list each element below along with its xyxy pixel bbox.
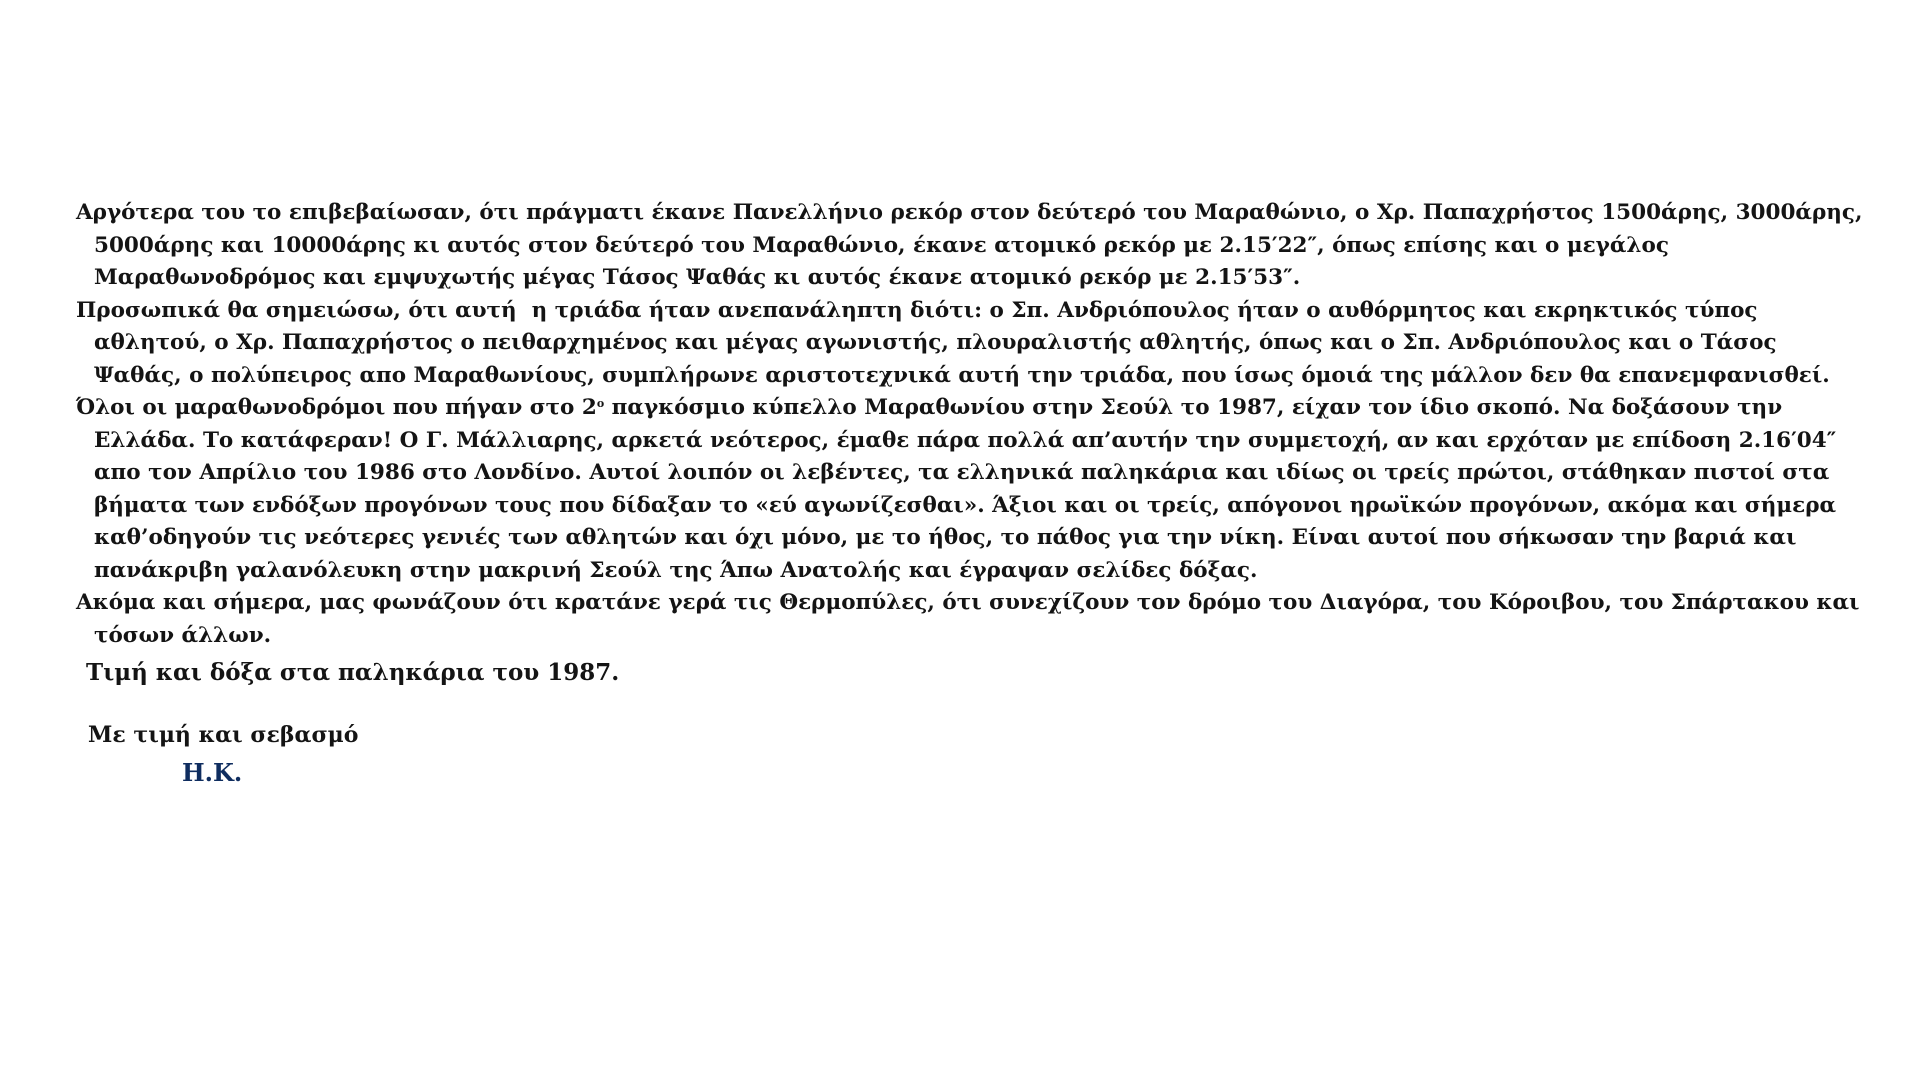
document-body — [76, 197, 1870, 791]
regards-line: Με τιμή και σεβασμό — [88, 722, 359, 748]
paragraph-trio: Προσωπικά θα σημειώσω, ότι αυτή η τριάδα ήταν ανεπανάληπτη διότι: ο Σπ. Ανδριόπουλος ήταν ο αυθόρμητος και εκρηκτικός τύπος αθλητού, ο Χρ. Παπαχρήστος ο πειθαρχημένος και μέγας αγωνιστής, πλουραλιστής αθλητής, όπως και ο Σπ. Ανδριόπουλος και ο Τάσος Ψαθάς, ο πολύπειρος απο Μαραθωνίους, συμπλήρωνε αριστοτεχνικά αυτή την τριάδα, που ίσως όμοιά της μάλλον δεν θα επανεμφανισθεί. — [76, 297, 1830, 388]
closing-line: Τιμή και δόξα στα παληκάρια του 1987. — [86, 659, 620, 686]
paragraph-seoul-start: Όλοι οι μαραθωνοδρόμοι που πήγαν στο 2 — [76, 395, 597, 420]
author-initials: Η.Κ. — [182, 758, 243, 787]
paragraph-records: Αργότερα του το επιβεβαίωσαν, ότι πράγματι έκανε Πανελλήνιο ρεκόρ στον δεύτερό του Μαραθώνιο, ο Χρ. Παπαχρήστος 1500άρης, 3000άρης, 5000άρης και 10000άρης κι αυτός στον δεύτερό του Μαραθώνιο, έκανε ατομικό ρεκόρ με 2.15′22″, όπως επίσης και ο μεγάλος Μαραθωνοδρόμος και εμψυχωτής μέγας Τάσος Ψαθάς κι αυτός έκανε ατομικό ρεκόρ με 2.15′53″. — [76, 200, 1870, 290]
paragraph-seoul-rest: παγκόσμιο κύπελλο Μαραθωνίου στην Σεούλ το 1987, είχαν τον ίδιο σκοπό. Να δοξάσουν την Ελλάδα. Το κατάφεραν! Ο Γ. Μάλλιαρης, αρκετά νεότερος, έμαθε πάρα πολλά απ’αυτήν την συμμετοχή, αν και ερχόταν με επίδοση 2.16′04″ απο τον Απρίλιο του 1986 στο Λονδίνο. Αυτοί λοιπόν οι λεβέντες, τα ελληνικά παληκάρια και ιδίως οι τρείς πρώτοι, στάθηκαν πιστοί στα βήματα των ενδόξων προγόνων τους που δίδαξαν το «εύ αγωνίζεσθαι». Άξιοι και οι τρείς, απόγονοι ηρωϊκών προγόνων, ακόμα και σήμερα καθ’οδηγούν τις νεότερες γενιές των αθλητών και όχι μόνο, με το ήθος, το πάθος για την νίκη. Είναι αυτοί που σήκωσαν την βαριά και πανάκριβη γαλανόλευκη στην μακρινή Σεούλ της Άπω Ανατολής και έγραψαν σελίδες δόξας. — [94, 395, 1844, 583]
ordinal-superscript: ο — [596, 397, 605, 410]
paragraph-seoul — [76, 392, 1866, 587]
paragraph-today: Ακόμα και σήμερα, μας φωνάζουν ότι κρατάνε γερά τις Θερμοπύλες, ότι συνεχίζουν τον δρόμο του Διαγόρα, του Κόροιβου, του Σπάρτακου και τόσων άλλων. — [76, 590, 1867, 648]
